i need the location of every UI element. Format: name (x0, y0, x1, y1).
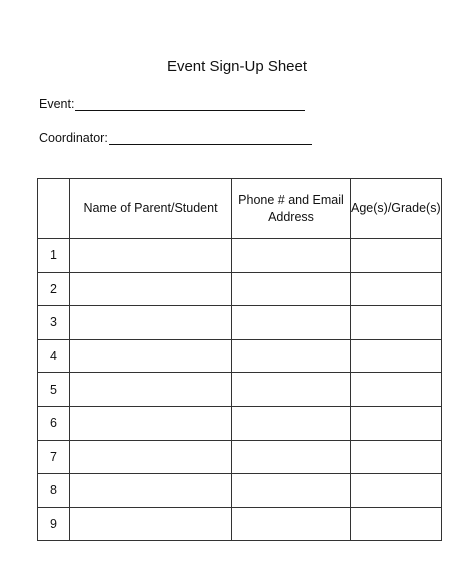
header-contact: Phone # and Email Address (232, 179, 351, 239)
table-row (38, 306, 442, 340)
name-cell[interactable] (70, 373, 232, 407)
name-cell[interactable] (70, 306, 232, 340)
contact-cell[interactable] (232, 406, 351, 440)
event-label: Event: (39, 97, 75, 111)
row-number: 1 (38, 239, 70, 273)
sheet-title: Event Sign-Up Sheet (166, 58, 308, 75)
coordinator-blank-line[interactable] (109, 132, 312, 145)
contact-cell[interactable] (232, 474, 351, 508)
age-grade-cell[interactable] (351, 507, 442, 541)
event-blank-line[interactable] (75, 98, 305, 111)
age-grade-cell[interactable] (351, 272, 442, 306)
row-number: 2 (38, 272, 70, 306)
contact-cell[interactable] (232, 507, 351, 541)
age-grade-cell[interactable] (351, 306, 442, 340)
table-row (38, 440, 442, 474)
name-cell[interactable] (70, 239, 232, 273)
table-row (38, 507, 442, 541)
name-cell[interactable] (70, 339, 232, 373)
table-row (38, 339, 442, 373)
header-number (38, 179, 70, 239)
coordinator-label: Coordinator: (39, 131, 108, 145)
coordinator-field (39, 131, 312, 145)
age-grade-cell[interactable] (351, 239, 442, 273)
row-number: 9 (38, 507, 70, 541)
row-number: 5 (38, 373, 70, 407)
row-number: 7 (38, 440, 70, 474)
table-row (38, 239, 442, 273)
age-grade-cell[interactable] (351, 406, 442, 440)
signup-table (37, 178, 442, 541)
row-number: 3 (38, 306, 70, 340)
event-field (39, 97, 305, 111)
contact-cell[interactable] (232, 272, 351, 306)
table-row (38, 272, 442, 306)
age-grade-cell[interactable] (351, 339, 442, 373)
name-cell[interactable] (70, 272, 232, 306)
contact-cell[interactable] (232, 306, 351, 340)
contact-cell[interactable] (232, 373, 351, 407)
contact-cell[interactable] (232, 440, 351, 474)
header-age-grade: Age(s)/Grade(s) (351, 179, 442, 239)
page-crop (0, 566, 474, 576)
name-cell[interactable] (70, 507, 232, 541)
name-cell[interactable] (70, 474, 232, 508)
table-row (38, 373, 442, 407)
name-cell[interactable] (70, 440, 232, 474)
contact-cell[interactable] (232, 239, 351, 273)
row-number: 8 (38, 474, 70, 508)
age-grade-cell[interactable] (351, 440, 442, 474)
age-grade-cell[interactable] (351, 474, 442, 508)
contact-cell[interactable] (232, 339, 351, 373)
table-row (38, 406, 442, 440)
row-number: 6 (38, 406, 70, 440)
name-cell[interactable] (70, 406, 232, 440)
table-header-row (38, 179, 442, 239)
table-row (38, 474, 442, 508)
row-number: 4 (38, 339, 70, 373)
header-name: Name of Parent/Student (70, 179, 232, 239)
age-grade-cell[interactable] (351, 373, 442, 407)
